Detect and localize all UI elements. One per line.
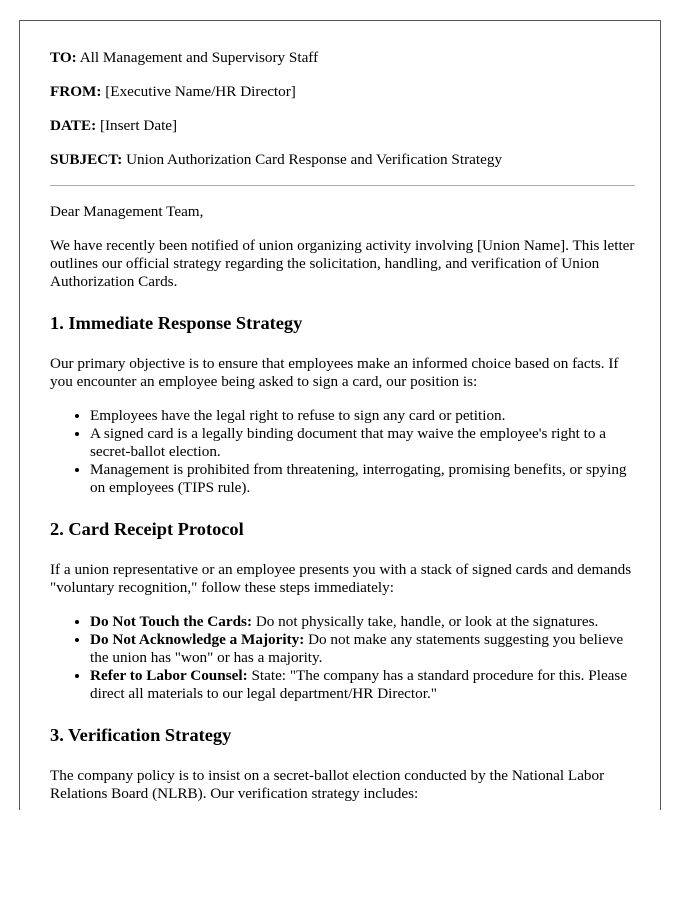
list-item	[90, 631, 635, 667]
list-item-bold: Do Not Touch the Cards:	[90, 613, 253, 630]
memo-date-line	[50, 117, 635, 135]
memo-subject-label: SUBJECT:	[50, 151, 123, 168]
memo-subject-line	[50, 151, 635, 169]
list-item: • Management is prohibited from threatening, interrogating, promising benefits, or spying on employees (TIPS rule).	[90, 461, 635, 497]
section2-list	[50, 613, 635, 703]
header-divider	[50, 185, 635, 186]
list-item	[90, 613, 635, 631]
memo-from-label: FROM:	[50, 83, 102, 100]
memo-to-label: TO:	[50, 49, 77, 66]
list-item-bold: Do Not Acknowledge a Majority:	[90, 631, 305, 648]
section3-heading: 3. Verification Strategy	[50, 725, 232, 745]
memo-to-value: All Management and Supervisory Staff	[76, 49, 319, 66]
letter-content	[50, 49, 635, 810]
intro-paragraph: We have recently been notified of union organizing activity involving [Union Name]. This letter outlines our official strategy regarding the solicitation, handling, and verification of Union Authorization Cards.	[50, 237, 635, 290]
list-item-bold: Refer to Labor Counsel:	[90, 667, 248, 684]
section1-paragraph: Our primary objective is to ensure that employees make an informed choice based on facts. If you encounter an employee being asked to sign a card, our position is:	[50, 355, 619, 390]
memo-subject-value: Union Authorization Card Response and Verification Strategy	[122, 151, 503, 168]
list-item-text: State: "The company has a standard procedure for this. Please direct all materials to our legal department/HR Director."	[90, 667, 628, 702]
section2-heading: 2. Card Receipt Protocol	[50, 519, 244, 539]
salutation: Dear Management Team,	[50, 203, 204, 220]
list-item-text: Do not physically take, handle, or look at the signatures.	[252, 613, 599, 630]
memo-from-value: [Executive Name/HR Director]	[101, 83, 296, 100]
list-item: • A signed card is a legally binding document that may waive the employee's right to a secret-ballot election.	[90, 425, 635, 461]
memo-date-value: [Insert Date]	[96, 117, 178, 134]
memo-to-line	[50, 49, 635, 67]
list-item-text: Do not make any statements suggesting you believe the union has "won" or has a majority.	[90, 631, 624, 666]
section2-paragraph: If a union representative or an employee presents you with a stack of signed cards and demands "voluntary recognition," follow these steps immediately:	[50, 561, 632, 596]
letter-page	[19, 20, 661, 810]
section3-paragraph: The company policy is to insist on a secret-ballot election conducted by the National Labor Relations Board (NLRB). Our verification strategy includes:	[50, 767, 605, 802]
memo-from-line	[50, 83, 635, 101]
section1-heading: 1. Immediate Response Strategy	[50, 313, 303, 333]
memo-date-label: DATE:	[50, 117, 97, 134]
section1-list	[50, 407, 635, 497]
list-item: • Employees have the legal right to refuse to sign any card or petition.	[90, 407, 635, 425]
list-item	[90, 667, 635, 703]
